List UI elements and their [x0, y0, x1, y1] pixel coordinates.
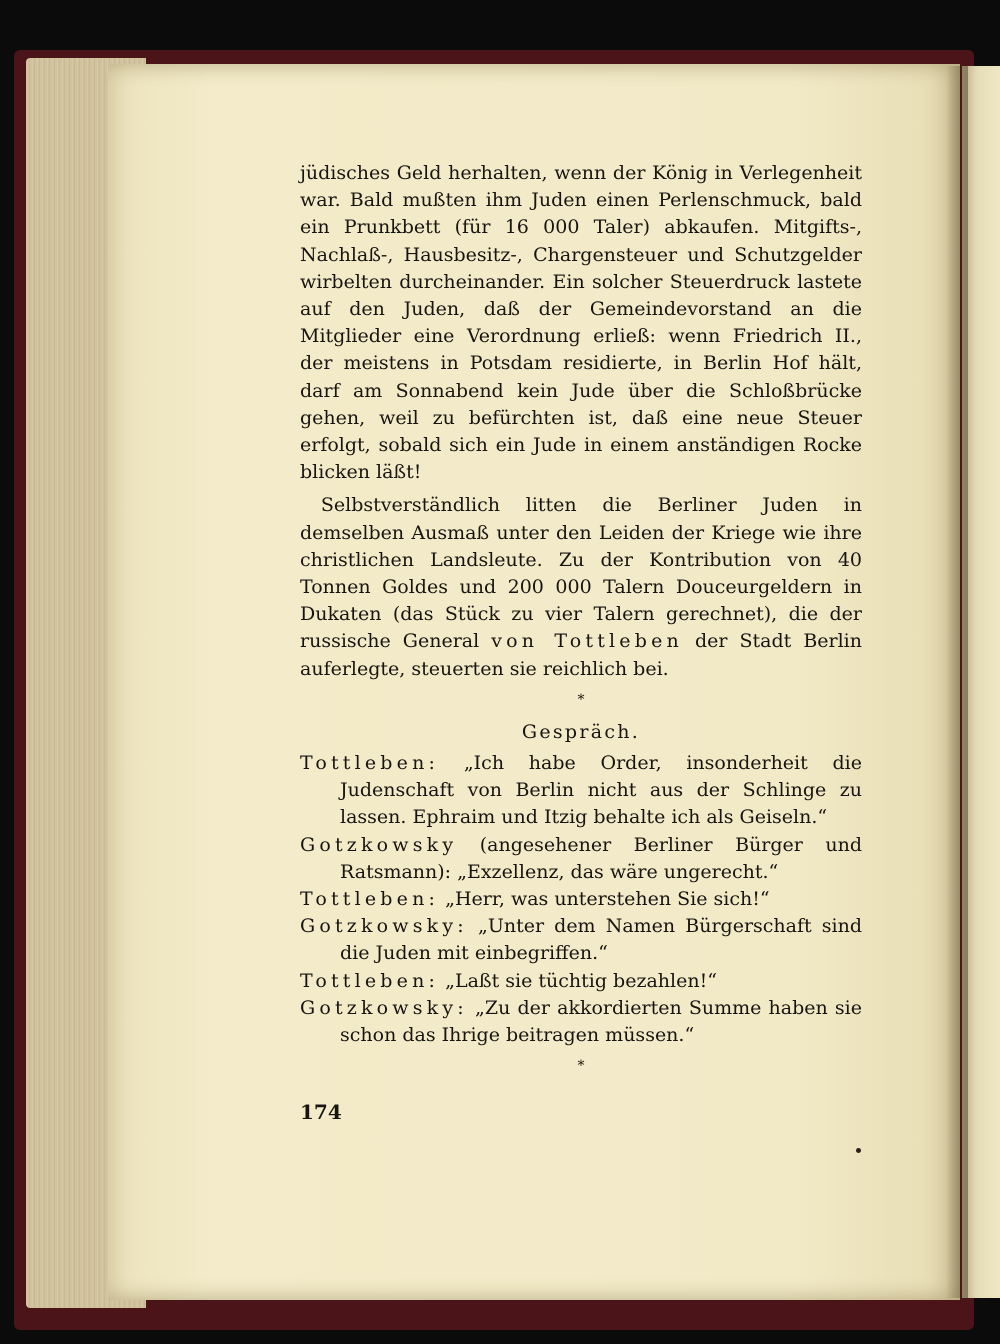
dialogue-text: „Zu der akkordierten Summe haben sie schon das Ihrige beitragen müssen.“ — [340, 996, 862, 1047]
spaced-name: von Tottleben — [491, 630, 683, 653]
paragraph-2-end: der Stadt Berlin auferlegte, steuerten sie reichlich bei. — [300, 630, 862, 680]
dialogue-text: „Ich habe Order, insonderheit die Judenschaft von Berlin nicht aus der Schlinge zu lassen. Ephraim und Itzig behalte ich als Geiseln.“ — [340, 752, 862, 829]
dialogue-line — [300, 968, 862, 995]
dialogue-text: „Laßt sie tüchtig bezahlen!“ — [445, 969, 717, 992]
speaker-name: Gotzkowsky: — [300, 996, 468, 1019]
speaker-name: Tottleben: — [300, 752, 440, 775]
page-number: 174 — [300, 1100, 342, 1124]
speaker-name: Tottleben: — [300, 969, 440, 992]
dialogue-line — [300, 995, 862, 1049]
section-title: Gespräch. — [521, 720, 641, 743]
dialogue-line — [300, 750, 862, 832]
section-separator: * — [577, 691, 585, 708]
dialogue-line — [300, 832, 862, 886]
dialogue-text: (angesehener Berliner Bürger und Ratsmann): „Exzellenz, das wäre ungerecht.“ — [340, 833, 862, 883]
dialogue — [300, 750, 862, 1049]
gutter-shadow — [946, 66, 968, 1298]
paragraph-2 — [300, 492, 862, 682]
dialogue-text: „Unter dem Namen Bürgerschaft sind die Juden mit einbegriffen.“ — [340, 915, 862, 965]
speaker-name: Tottleben: — [300, 888, 440, 911]
speaker-name: Gotzkowsky — [300, 833, 458, 856]
paragraph-2-start: Selbstverständlich litten die Berliner Juden in demselben Ausmaß unter den Leiden der Kriege wie ihre christlichen Landsleute. Zu der Kontribution von 40 Tonnen Goldes und 200 000 Talern Douceurgeldern in Dukaten (das Stück zu vier Talern gerechnet), die der russische General — [300, 494, 862, 653]
dialogue-line — [300, 913, 862, 967]
speaker-name: Gotzkowsky: — [300, 915, 468, 938]
dialogue-text: „Herr, was unterstehen Sie sich!“ — [445, 888, 770, 911]
dialogue-line — [300, 886, 862, 913]
section-separator: * — [577, 1058, 585, 1075]
ink-speck — [856, 1148, 861, 1153]
page-text — [300, 160, 862, 1085]
paragraph-1: jüdisches Geld herhalten, wenn der König in Verlegenheit war. Bald mußten ihm Juden einen Perlenschmuck, bald ein Prunkbett (für 16 000 Taler) abkaufen. Mitgifts-, Nachlaß-, Hausbesitz-, Chargensteuer und Schutzgelder wirbelten durcheinander. Ein solcher Steuerdruck lastete auf den Juden, daß der Gemeindevorstand an die Mitglieder eine Verordnung erließ: wenn Friedrich II., der meistens in Potsdam residierte, in Berlin Hof hält, darf am Sonnabend kein Jude über die Schloßbrücke gehen, weil zu befürchten ist, daß eine neue Steuer erfolgt, sobald sich ein Jude in einem anständigen Rocke blicken läßt! — [300, 162, 862, 484]
